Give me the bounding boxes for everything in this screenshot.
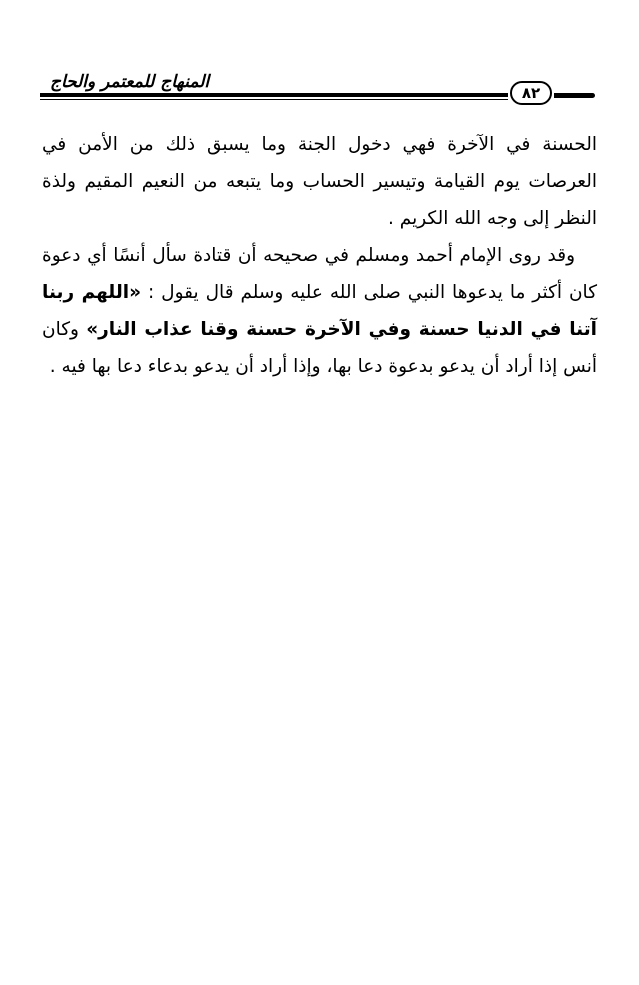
- paragraph-2-outro: وكان أنس إذا أراد أن يدعو بدعوة دعا بها، وإذا أراد أن يدعو بدعاء دعا بها فيه .: [42, 319, 597, 377]
- page-header: [40, 70, 595, 110]
- header-rule: [40, 93, 508, 97]
- quoted-prayer: «اللهم ربنا آتنا في الدنيا حسنة وفي الآخرة حسنة وقنا عذاب النار»: [42, 282, 597, 340]
- paragraph-2-intro: وقد روى الإمام أحمد ومسلم في صحيحه أن قتادة سأل أنسًا أي دعوة كان أكثر ما يدعوها النبي صلى الله عليه وسلم قال يقول :: [42, 245, 598, 303]
- header-rule-tail: [554, 93, 595, 98]
- paragraph-2: [42, 237, 597, 385]
- running-title: المنهاج للمعتمر والحاج: [50, 72, 210, 92]
- header-rule-thin: [40, 99, 508, 100]
- main-text: [42, 126, 597, 385]
- page-number: ٨٢: [510, 81, 552, 105]
- paragraph-1: الحسنة في الآخرة فهي دخول الجنة وما يسبق ذلك من الأمن في العرصات يوم القيامة وتيسير الحساب وما يتبعه من النعيم المقيم ولذة النظر إلى وجه الله الكريم .: [42, 134, 597, 229]
